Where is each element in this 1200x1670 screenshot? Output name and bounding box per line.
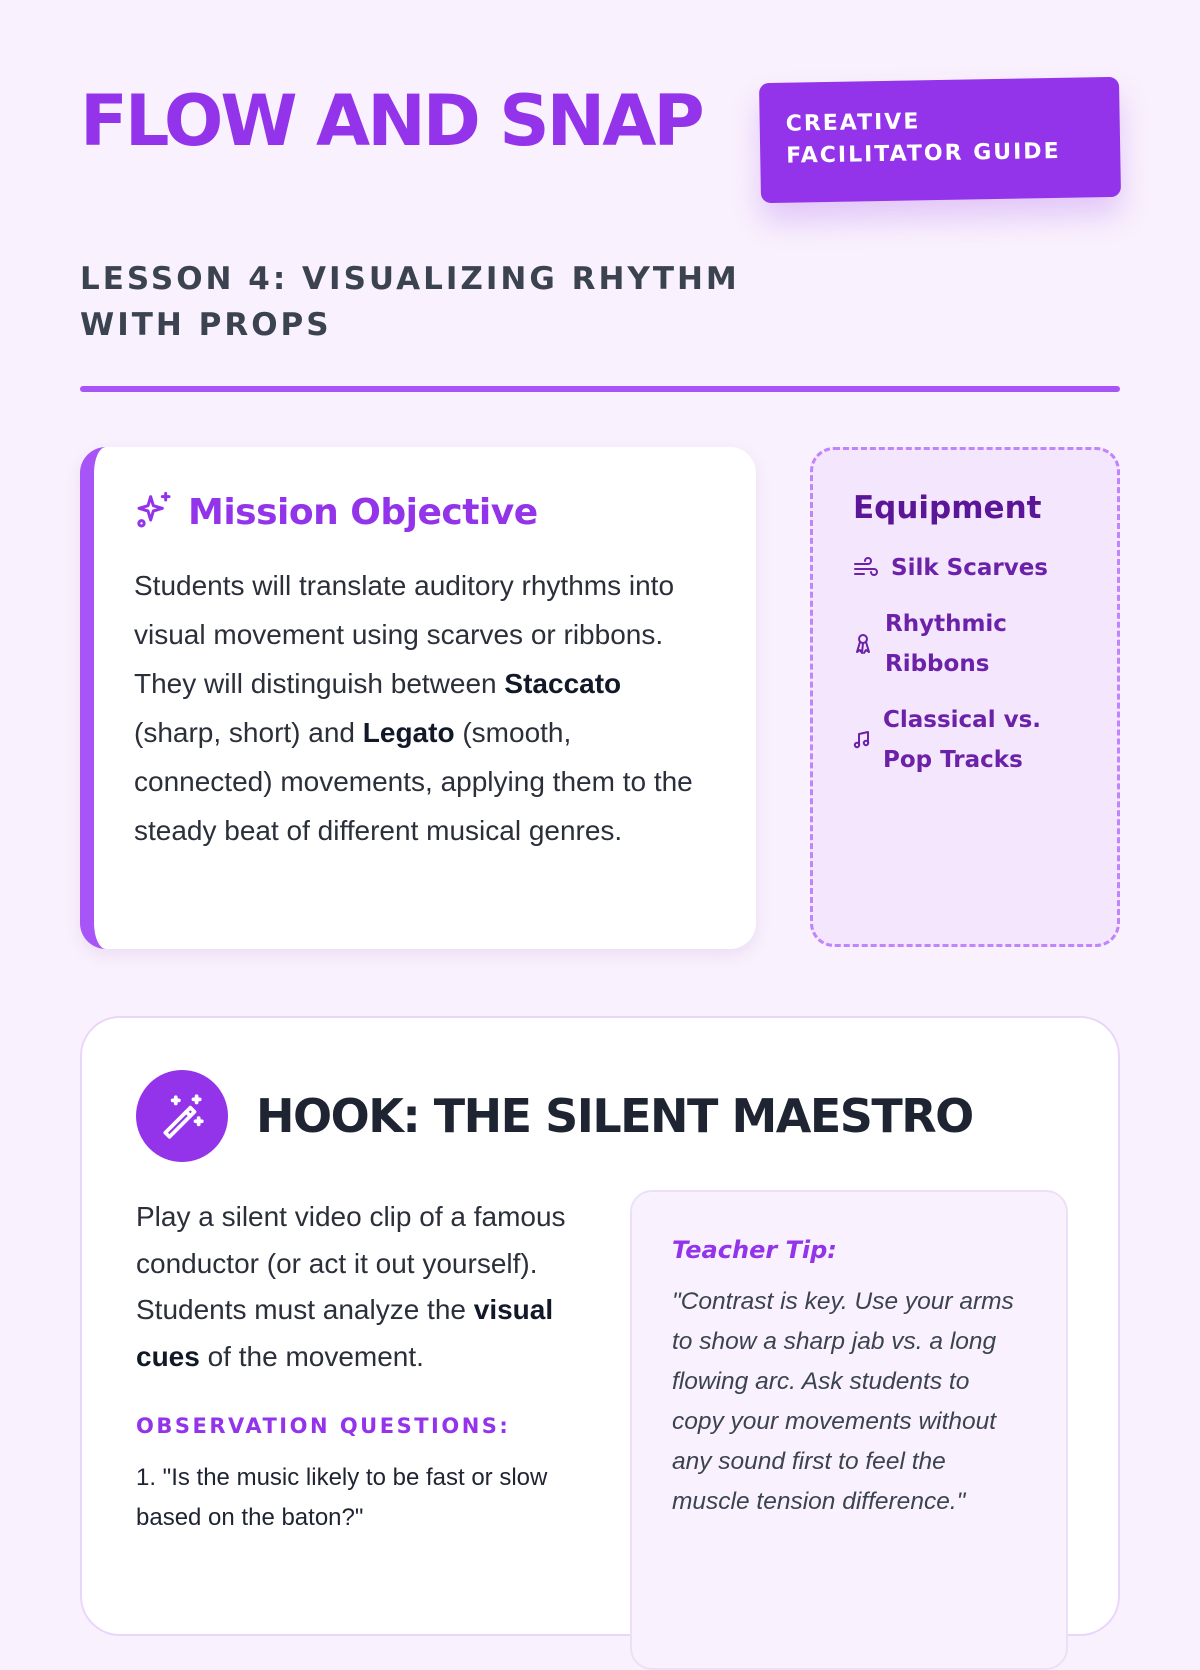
equipment-item-tracks [853, 700, 1077, 780]
magic-wand-icon [136, 1070, 228, 1162]
observation-question: 1. "Is the music likely to be fast or slow based on the baton?" [136, 1464, 548, 1531]
mission-header [134, 487, 716, 537]
header-divider [80, 386, 1120, 392]
hook-text-part: Play a silent video clip of a famous conductor (or act it out yourself). Students must analyze the [136, 1201, 566, 1325]
equipment-card [810, 447, 1120, 947]
hook-body [136, 1194, 586, 1538]
teacher-tip-card [630, 1190, 1068, 1670]
guide-badge: CREATIVE FACILITATOR GUIDE [759, 77, 1121, 203]
equipment-item-silk-scarves [853, 548, 1077, 588]
mission-text-part: Students will translate auditory rhythms into visual movement using scarves or ribbons. They will distinguish between [134, 570, 675, 699]
mission-objective-card [80, 447, 756, 949]
hook-description [136, 1194, 586, 1380]
mission-text-part: (sharp, short) and [134, 717, 363, 748]
teacher-tip-text: "Contrast is key. Use your arms to show a sharp jab vs. a long flowing arc. Ask students to copy your movements without any sound first to feel the muscle tension difference." [672, 1288, 1014, 1515]
equipment-label: Rhythmic Ribbons [885, 611, 1007, 677]
ribbon-icon [853, 632, 873, 656]
observation-questions-list [136, 1458, 586, 1538]
hook-title: HOOK: THE SILENT MAESTRO [256, 1089, 973, 1143]
wind-icon [853, 557, 879, 579]
teacher-tip-label: Teacher Tip: [672, 1236, 837, 1264]
mission-text-part: (smooth, connected) movements, applying them to the steady beat of different musical genres. [134, 717, 693, 846]
equipment-title: Equipment [853, 490, 1042, 526]
observation-questions-label: OBSERVATION QUESTIONS: [136, 1414, 511, 1438]
equipment-item-rhythmic-ribbons [853, 604, 1077, 684]
equipment-list [853, 548, 1077, 780]
hook-text-part: of the movement. [199, 1340, 424, 1372]
visual-cues-emphasis: visual cues [136, 1294, 554, 1372]
equipment-label: Classical vs. Pop Tracks [883, 707, 1042, 773]
music-icon [853, 730, 871, 750]
legato-term: Legato [362, 717, 455, 748]
mission-description [134, 561, 716, 855]
hook-header [136, 1070, 1064, 1162]
page-title: FLOW AND SNAP [80, 80, 702, 162]
mission-title: Mission Objective [188, 491, 538, 533]
sparkles-icon [134, 490, 174, 535]
lesson-subtitle: LESSON 4: VISUALIZING RHYTHM WITH PROPS [80, 261, 740, 343]
hook-section-card [80, 1016, 1120, 1636]
staccato-term: Staccato [504, 668, 622, 699]
equipment-label: Silk Scarves [891, 555, 1048, 581]
